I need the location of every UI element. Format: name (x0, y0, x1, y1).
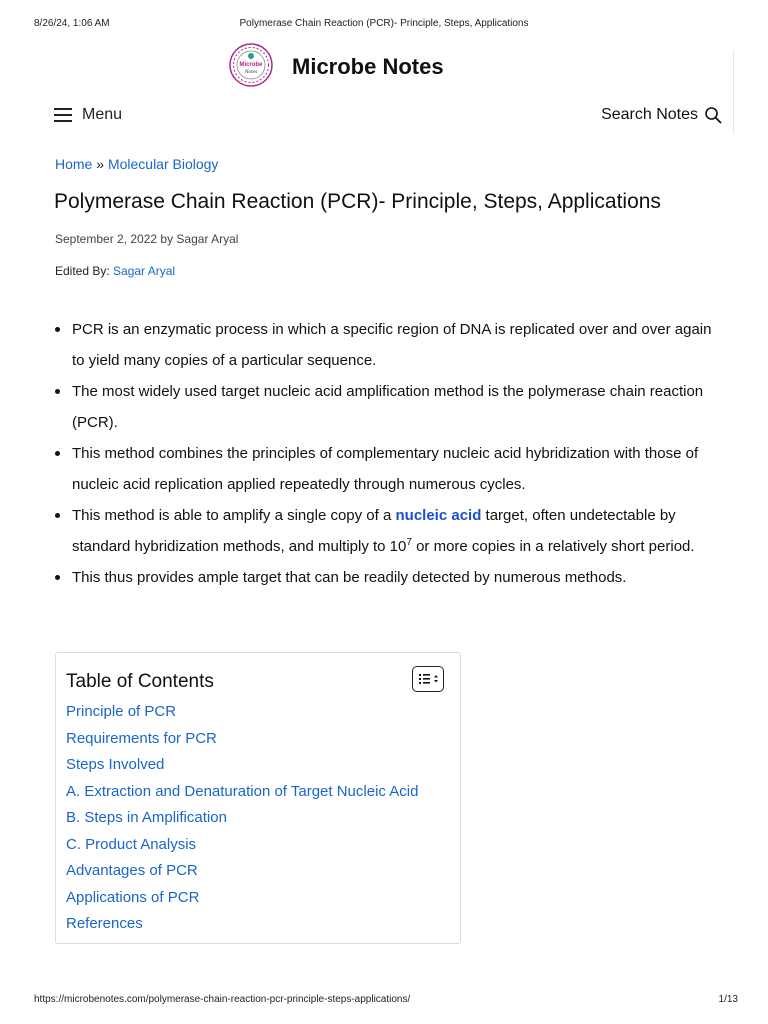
toc-link-applications[interactable]: Applications of PCR (66, 888, 200, 906)
toc-link-extraction[interactable]: A. Extraction and Denaturation of Target Nucleic Acid (66, 782, 419, 800)
edited-by (55, 264, 175, 278)
toc-link-requirements[interactable]: Requirements for PCR (66, 729, 217, 747)
search-icon (704, 106, 722, 124)
toc-item (66, 726, 418, 753)
page-title: Polymerase Chain Reaction (PCR)- Principle, Steps, Applications (54, 190, 661, 213)
toc-item (66, 832, 418, 859)
print-title: Polymerase Chain Reaction (PCR)- Principle, Steps, Applications (239, 18, 529, 29)
toc-link-references[interactable]: References (66, 915, 143, 932)
toc-item (66, 805, 418, 832)
intro-bullet-list (55, 314, 725, 593)
logo-text-top: Microbe (239, 62, 263, 68)
bullet-text-post: or more copies in a relatively short period. (411, 538, 695, 555)
toc-item (66, 858, 418, 885)
toc-link-amplification[interactable]: B. Steps in Amplification (66, 809, 227, 826)
list-item: This method combines the principles of complementary nucleic acid hybridization with those of nucleic acid replication applied repeatedly through numerous cycles. (55, 438, 725, 500)
search-label: Search Notes (601, 106, 698, 123)
list-item: This thus provides ample target that can be readily detected by numerous methods. (55, 562, 725, 593)
breadcrumb (55, 156, 218, 172)
print-date: 8/26/24, 1:06 AM (34, 18, 110, 29)
toc-item (66, 779, 418, 806)
microbe-notes-logo-icon (228, 42, 274, 88)
toc-toggle-button[interactable] (412, 666, 444, 692)
nucleic-acid-link[interactable]: nucleic acid (395, 507, 482, 524)
list-toggle-icon (413, 667, 443, 691)
author-name: Sagar Aryal (176, 232, 239, 246)
print-url: https://microbenotes.com/polymerase-chain-reaction-pcr-principle-steps-applications/ (34, 994, 411, 1005)
list-item: PCR is an enzymatic process in which a specific region of DNA is replicated over and over again to yield many copies of a particular sequence. (55, 314, 725, 376)
list-item: The most widely used target nucleic acid amplification method is the polymerase chain reaction (PCR). (55, 376, 725, 438)
exponent: 7 (406, 537, 412, 548)
toc-item (66, 885, 418, 912)
site-logo[interactable] (228, 42, 274, 88)
list-item (55, 500, 725, 562)
byline-by: by (157, 232, 177, 246)
table-of-contents (55, 652, 461, 944)
menu-button[interactable] (54, 106, 122, 124)
site-name[interactable]: Microbe Notes (292, 54, 444, 79)
nav-bar (0, 106, 768, 130)
edited-by-label: Edited By: (55, 264, 114, 278)
toc-link-steps[interactable]: Steps Involved (66, 756, 165, 773)
search-button[interactable] (601, 106, 722, 124)
logo-text-bottom: Notes (244, 69, 258, 75)
menu-label: Menu (82, 106, 123, 123)
toc-link-principle[interactable]: Principle of PCR (66, 703, 177, 720)
toc-link-advantages[interactable]: Advantages of PCR (66, 862, 198, 879)
toc-item (66, 699, 418, 726)
bullet-text-mid: target, often undetectable by standard hybridization methods, and multiply to 10 (72, 507, 676, 555)
toc-link-product-analysis[interactable]: C. Product Analysis (66, 835, 197, 853)
breadcrumb-home-link[interactable]: Home (55, 156, 93, 172)
toc-item (66, 752, 418, 779)
hamburger-icon (54, 108, 72, 122)
breadcrumb-category-link[interactable]: Molecular Biology (107, 156, 219, 172)
toc-list (66, 699, 418, 938)
toc-item (66, 911, 418, 938)
toc-title: Table of Contents (66, 671, 214, 692)
article-meta (55, 232, 238, 246)
bullet-text-pre: This method is able to amplify a single copy of a (72, 507, 396, 524)
site-header (0, 40, 768, 100)
publish-date: September 2, 2022 (55, 232, 158, 246)
page-number: 1/13 (718, 994, 738, 1005)
breadcrumb-separator: » (92, 156, 108, 172)
editor-link[interactable]: Sagar Aryal (113, 264, 176, 278)
